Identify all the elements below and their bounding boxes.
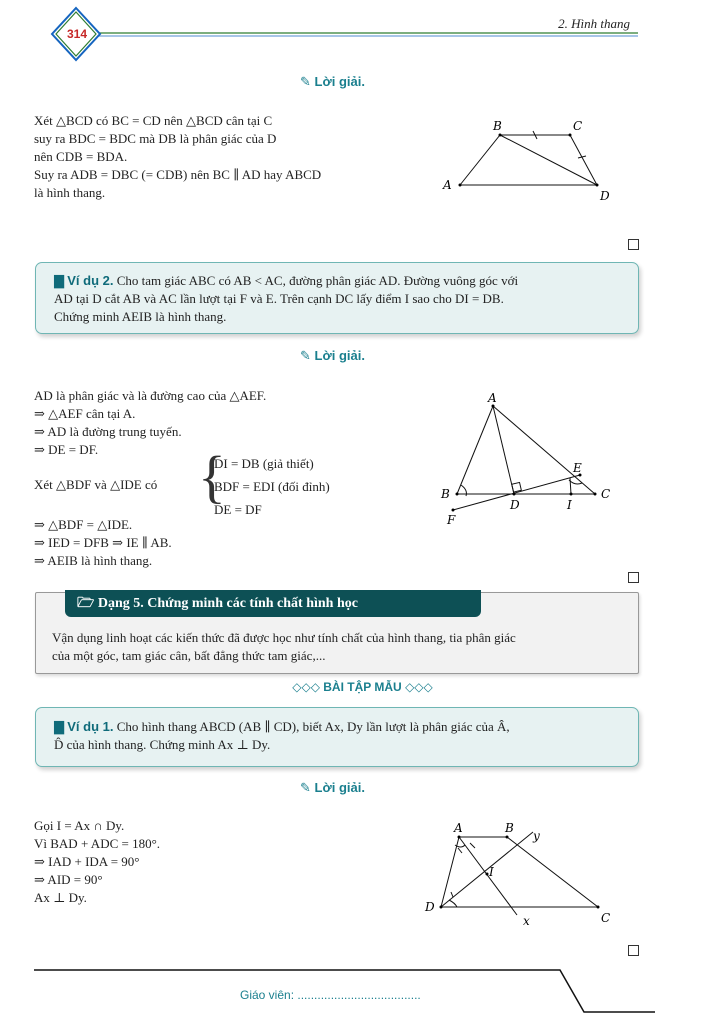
bai-tap-mau-heading: ◇◇◇ BÀI TẬP MẪU ◇◇◇ bbox=[292, 680, 433, 694]
teacher-label: Giáo viên: ..................................... bbox=[240, 988, 421, 1002]
edit-icon: ✎ bbox=[300, 74, 311, 89]
solution-line: ⇒ IAD + IDA = 90° bbox=[34, 854, 140, 869]
solution-line: ⇒ AEIB là hình thang. bbox=[34, 553, 153, 568]
book-icon: ▇ bbox=[54, 719, 64, 734]
edit-icon: ✎ bbox=[300, 780, 311, 795]
solution-line: là hình thang. bbox=[34, 185, 106, 200]
solution-line: suy ra BDC = BDC mà DB là phân giác của D bbox=[34, 131, 277, 146]
solution-2-text-top bbox=[34, 387, 434, 459]
diamond-deco-icon: ◇◇◇ bbox=[292, 680, 320, 694]
system-brace: { bbox=[198, 444, 226, 509]
solution-line: Xét △BCD có BC = CD nên △BCD cân tại C bbox=[34, 113, 273, 128]
example-label: Ví dụ 2. bbox=[67, 273, 114, 288]
svg-text:B: B bbox=[441, 487, 450, 501]
solution-line: ⇒ AD là đường trung tuyến. bbox=[34, 424, 182, 439]
svg-text:A: A bbox=[488, 391, 497, 405]
solution-2-system bbox=[214, 452, 330, 521]
edit-icon: ✎ bbox=[300, 348, 311, 363]
qed-square bbox=[628, 239, 639, 250]
svg-text:B: B bbox=[505, 821, 514, 835]
svg-text:D: D bbox=[600, 189, 610, 203]
svg-text:F: F bbox=[447, 513, 456, 527]
page-header-decoration bbox=[0, 0, 725, 70]
svg-text:x: x bbox=[523, 914, 530, 928]
solution-line: Gọi I = Ax ∩ Dy. bbox=[34, 818, 125, 833]
solution-line: Ax ⊥ Dy. bbox=[34, 890, 87, 905]
system-line: BDF = EDI (đối đỉnh) bbox=[214, 479, 330, 494]
dang-5-title: 🗁 Dạng 5. Chứng minh các tính chất hình học bbox=[65, 590, 481, 617]
solution-line: Xét △BDF và △IDE có bbox=[34, 477, 158, 492]
solution-3-text bbox=[34, 817, 434, 907]
chapter-title: 2. Hình thang bbox=[558, 16, 630, 31]
triangle-figure-2 bbox=[435, 388, 620, 533]
svg-text:y: y bbox=[533, 829, 540, 843]
system-line: DI = DB (giả thiết) bbox=[214, 456, 314, 471]
solution-line: ⇒ AID = 90° bbox=[34, 872, 103, 887]
solution-line: ⇒ DE = DF. bbox=[34, 442, 99, 457]
solution-line: ⇒ △BDF = △IDE. bbox=[34, 517, 133, 532]
solution-heading-2: ✎ Lời giải. bbox=[300, 348, 365, 363]
example-text: D̂ của hình thang. Chứng minh Ax ⊥ Dy. bbox=[54, 737, 271, 752]
solution-line: ⇒ △AEF cân tại A. bbox=[34, 406, 136, 421]
solution-line: AD là phân giác và là đường cao của △AEF. bbox=[34, 388, 267, 403]
system-line: DE = DF bbox=[214, 502, 262, 517]
solution-line: nên CDB = BDA. bbox=[34, 149, 128, 164]
example-2-box bbox=[35, 262, 639, 334]
solution-heading-3: ✎ Lời giải. bbox=[300, 780, 365, 795]
svg-text:E: E bbox=[573, 461, 582, 475]
trapezoid-figure-1 bbox=[435, 115, 625, 210]
book-icon: ▇ bbox=[54, 273, 64, 288]
svg-text:A: A bbox=[454, 821, 463, 835]
trapezoid-figure-3 bbox=[415, 815, 625, 930]
folder-icon: 🗁 bbox=[77, 596, 95, 611]
solution-line: Suy ra ADB = DBC (= CDB) nên BC ∥ AD hay ABCD bbox=[34, 167, 322, 182]
qed-square bbox=[628, 572, 639, 583]
page-number: 314 bbox=[66, 27, 88, 41]
example-text: Cho tam giác ABC có AB < AC, đường phân giác AD. Đường vuông góc với bbox=[116, 273, 519, 288]
svg-text:A: A bbox=[443, 178, 452, 192]
svg-text:D: D bbox=[425, 900, 435, 914]
qed-square bbox=[628, 945, 639, 956]
example-text: Cho hình thang ABCD (AB ∥ CD), biết Ax, Dy lần lượt là phân giác của Â, bbox=[116, 719, 510, 734]
svg-text:D: D bbox=[510, 498, 520, 512]
solution-heading-1: ✎ Lời giải. bbox=[300, 74, 365, 89]
teacher-name-blank: ..................................... bbox=[297, 988, 421, 1002]
solution-line: Vì BAD + ADC = 180°. bbox=[34, 836, 161, 851]
dang-text: Vận dụng linh hoạt các kiến thức đã được học như tính chất của hình thang, tia phân giác bbox=[52, 630, 516, 645]
diamond-deco-icon: ◇◇◇ bbox=[405, 680, 433, 694]
dang-text: của một góc, tam giác cân, bất đẳng thức tam giác,... bbox=[52, 648, 326, 663]
svg-text:I: I bbox=[489, 865, 494, 879]
example-text: AD tại D cắt AB và AC lần lượt tại F và E. Trên cạnh DC lấy điểm I sao cho DI = DB. bbox=[54, 291, 504, 306]
svg-text:C: C bbox=[573, 119, 583, 133]
solution-1-text bbox=[34, 112, 434, 202]
example-text: Chứng minh AEIB là hình thang. bbox=[54, 309, 227, 324]
solution-line: ⇒ IED = DFB ⇒ IE ∥ AB. bbox=[34, 535, 172, 550]
svg-text:C: C bbox=[601, 911, 611, 925]
solution-2-text-bottom bbox=[34, 516, 434, 570]
svg-text:B: B bbox=[493, 119, 502, 133]
example-1-box bbox=[35, 707, 639, 767]
example-label: Ví dụ 1. bbox=[67, 719, 114, 734]
svg-text:I: I bbox=[567, 498, 572, 512]
svg-text:C: C bbox=[601, 487, 611, 501]
